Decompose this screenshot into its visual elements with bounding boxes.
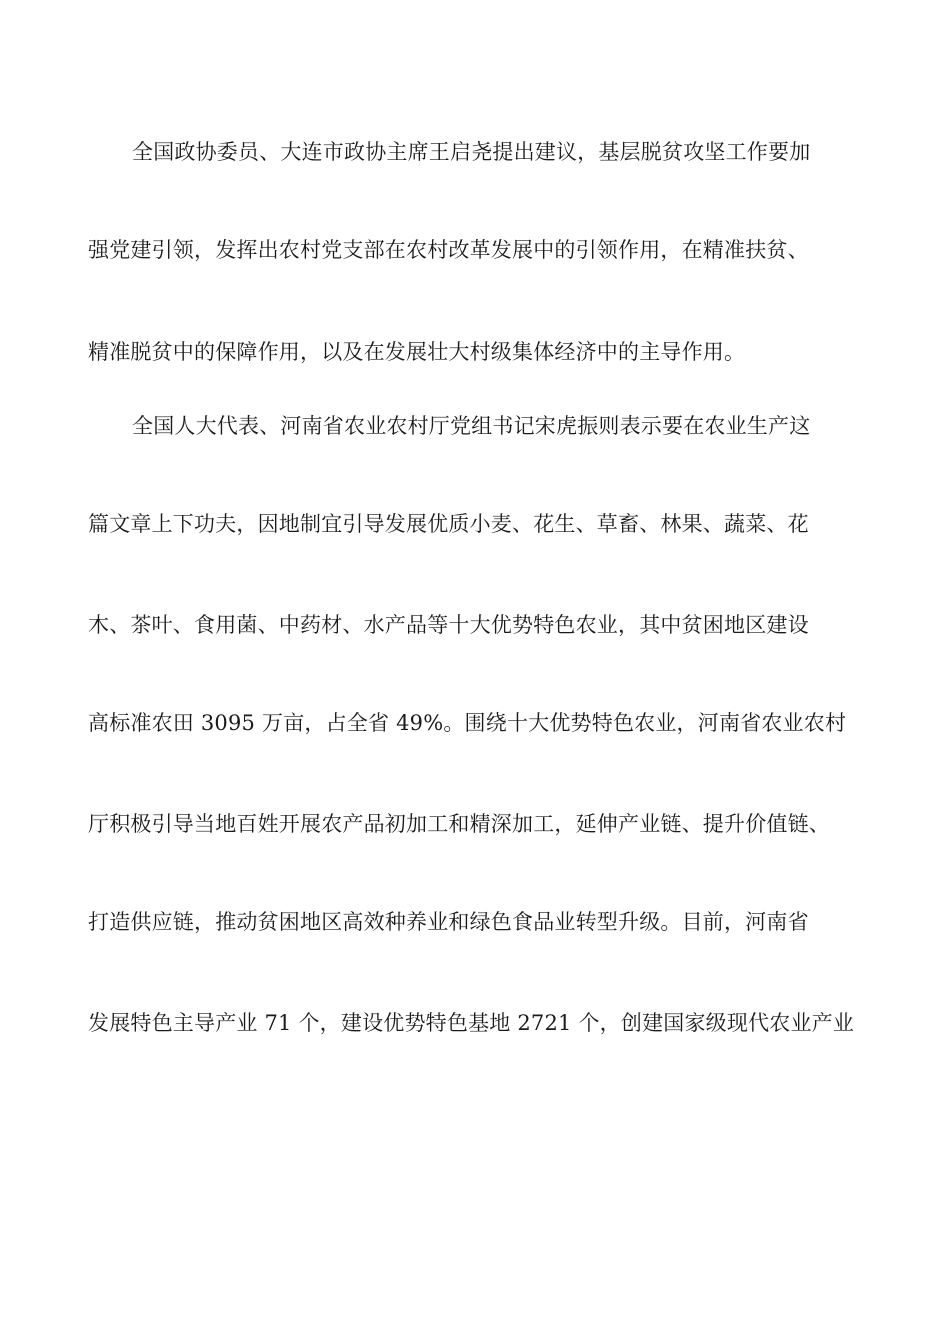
paragraph-1-line-2: 强党建引领，发挥出农村党支部在农村改革发展中的引领作用，在精准扶贫、 bbox=[88, 238, 809, 262]
paragraph-2-line-1: 全国人大代表、河南省农业农村厅党组书记宋虎振则表示要在农业生产这 bbox=[132, 414, 811, 438]
paragraph-1-line-1: 全国政协委员、大连市政协主席王启尧提出建议，基层脱贫攻坚工作要加 bbox=[132, 140, 811, 164]
paragraph-1-line-3: 精准脱贫中的保障作用，以及在发展壮大村级集体经济中的主导作用。 bbox=[88, 340, 746, 364]
paragraph-2-line-3: 木、茶叶、食用菌、中药材、水产品等十大优势特色农业，其中贫困地区建设 bbox=[88, 613, 809, 637]
paragraph-2-line-6: 打造供应链，推动贫困地区高效种养业和绿色食品业转型升级。目前，河南省 bbox=[88, 910, 809, 934]
paragraph-2-line-4: 高标准农田 3095 万亩，占全省 49%。围绕十大优势特色农业，河南省农业农村 bbox=[88, 711, 847, 735]
paragraph-2-line-2: 篇文章上下功夫，因地制宜引导发展优质小麦、花生、草畜、林果、蔬菜、花 bbox=[88, 512, 809, 536]
paragraph-2-line-7: 发展特色主导产业 71 个，建设优势特色基地 2721 个，创建国家级现代农业产业 bbox=[88, 1011, 855, 1035]
paragraph-2-line-5: 厅积极引导当地百姓开展农产品初加工和精深加工，延伸产业链、提升价值链、 bbox=[88, 812, 830, 836]
